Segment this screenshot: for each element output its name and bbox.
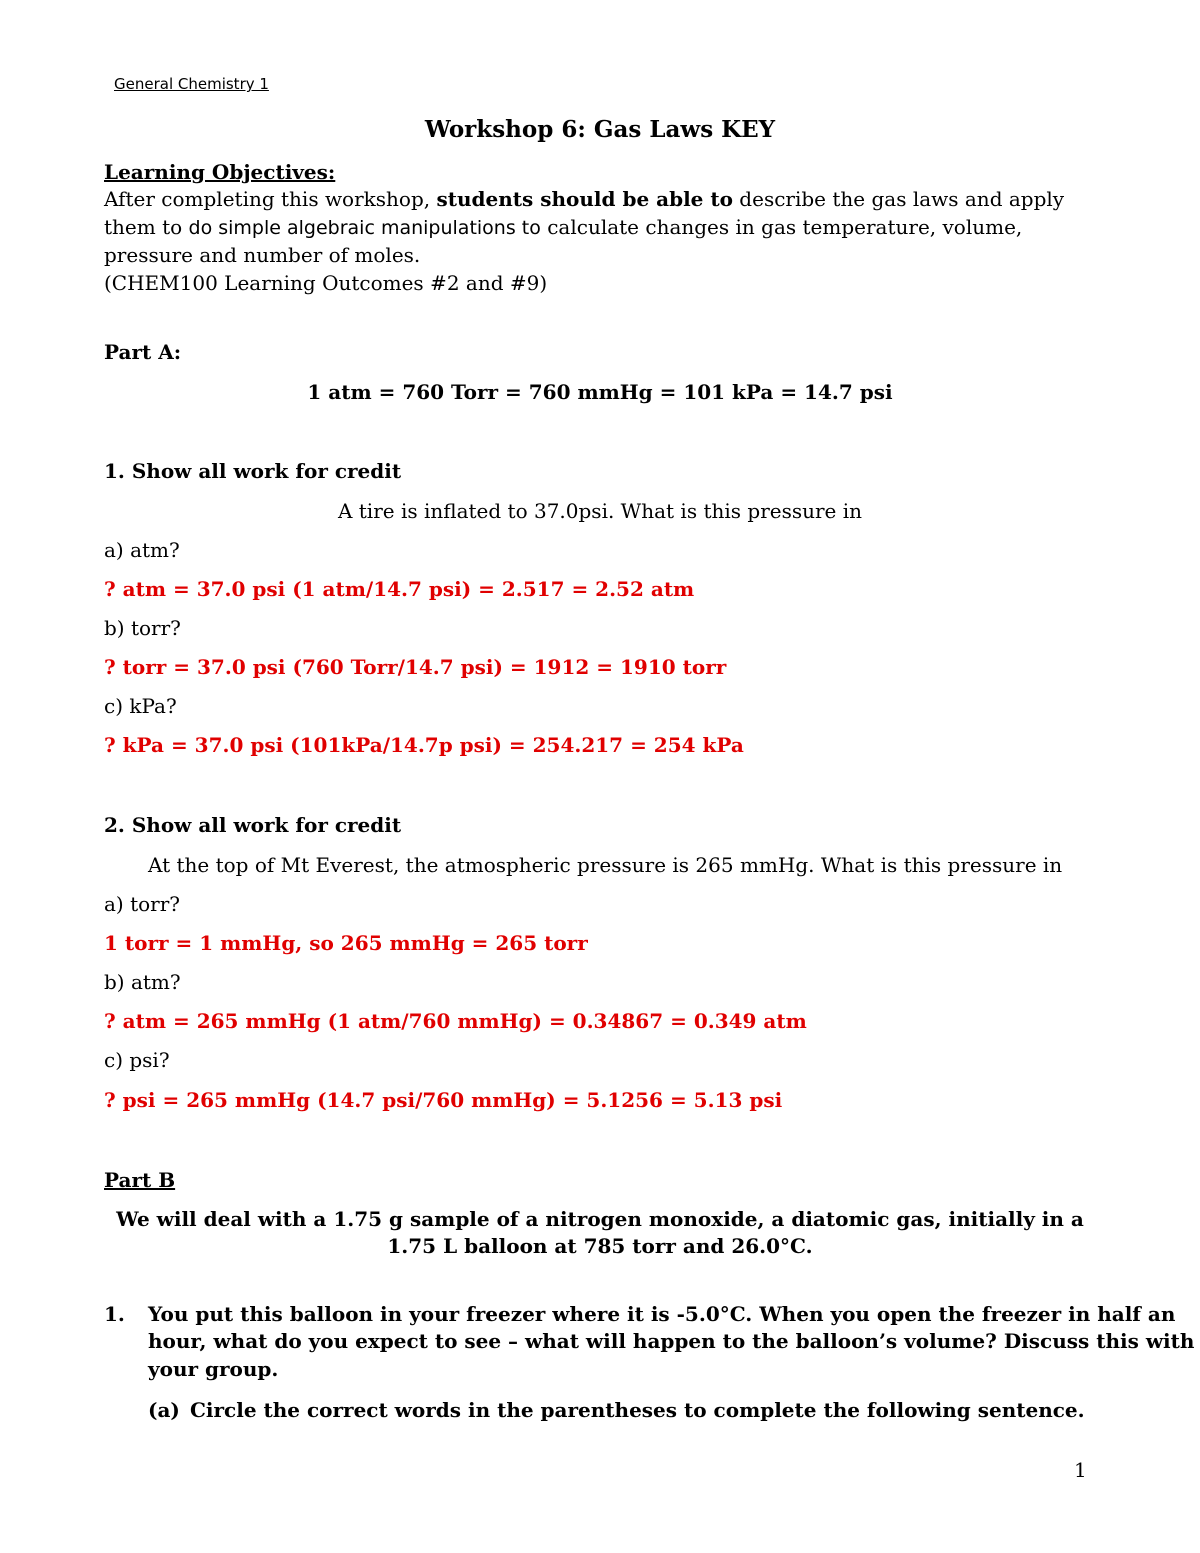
q2-a-answer: 1 torr = 1 mmHg, so 265 mmHg = 265 torr (104, 931, 588, 955)
q2-prompt: At the top of Mt Everest, the atmospheric pressure is 265 mmHg. What is this pressure in (148, 853, 1063, 877)
pb-q1-line-2: hour, what do you expect to see – what will happen to the balloon’s volume? Discuss this with (148, 1329, 1195, 1353)
q1-a-answer: ? atm = 37.0 psi (1 atm/14.7 psi) = 2.517 = 2.52 atm (104, 577, 695, 601)
q2-c-answer: ? psi = 265 mmHg (14.7 psi/760 mmHg) = 5.1256 = 5.13 psi (104, 1088, 783, 1112)
q1-a-question: a) atm? (104, 538, 180, 562)
q2-c-question: c) psi? (104, 1048, 170, 1072)
course-header: General Chemistry 1 (114, 75, 269, 93)
part-b-heading: Part B (104, 1168, 176, 1192)
q1-prompt: A tire is inflated to 37.0psi. What is this pressure in (337, 499, 863, 523)
pb-q1a-label: (a) (148, 1398, 180, 1422)
q1-b-question: b) torr? (104, 616, 181, 640)
page-number: 1 (1074, 1458, 1087, 1482)
objectives-heading: Learning Objectives: (104, 160, 336, 184)
q2-a-question: a) torr? (104, 892, 181, 916)
objectives-line-4: (CHEM100 Learning Outcomes #2 and #9) (104, 271, 548, 295)
q2-heading: 2. Show all work for credit (104, 813, 402, 837)
objectives-line-2: them to do simple algebraic manipulations to calculate changes in gas temperature, volume, (104, 215, 1023, 239)
conversion-line: 1 atm = 760 Torr = 760 mmHg = 101 kPa = 14.7 psi (307, 380, 893, 404)
q2-b-answer: ? atm = 265 mmHg (1 atm/760 mmHg) = 0.34867 = 0.349 atm (104, 1009, 807, 1033)
pb-q1-number: 1. (104, 1302, 125, 1326)
q1-b-answer: ? torr = 37.0 psi (760 Torr/14.7 psi) = 1912 = 1910 torr (104, 655, 727, 679)
part-a-heading: Part A: (104, 340, 182, 364)
q1-heading: 1. Show all work for credit (104, 459, 402, 483)
part-b-intro-line-2: 1.75 L balloon at 785 torr and 26.0°C. (387, 1234, 813, 1258)
pb-q1a-text: Circle the correct words in the parentheses to complete the following sentence. (190, 1398, 1085, 1422)
page-title: Workshop 6: Gas Laws KEY (424, 116, 776, 143)
pb-q1-line-3: your group. (148, 1357, 279, 1381)
part-b-intro-line-1: We will deal with a 1.75 g sample of a nitrogen monoxide, a diatomic gas, initially in a (116, 1207, 1084, 1231)
objectives-line-3: pressure and number of moles. (104, 243, 421, 267)
pb-q1-line-1: You put this balloon in your freezer where it is -5.0°C. When you open the freezer in half an (148, 1302, 1176, 1326)
q1-c-answer: ? kPa = 37.0 psi (101kPa/14.7p psi) = 254.217 = 254 kPa (104, 733, 744, 757)
objectives-line-1: After completing this workshop, students should be able to describe the gas laws and apply (104, 187, 1065, 211)
q1-c-question: c) kPa? (104, 694, 177, 718)
q2-b-question: b) atm? (104, 970, 181, 994)
